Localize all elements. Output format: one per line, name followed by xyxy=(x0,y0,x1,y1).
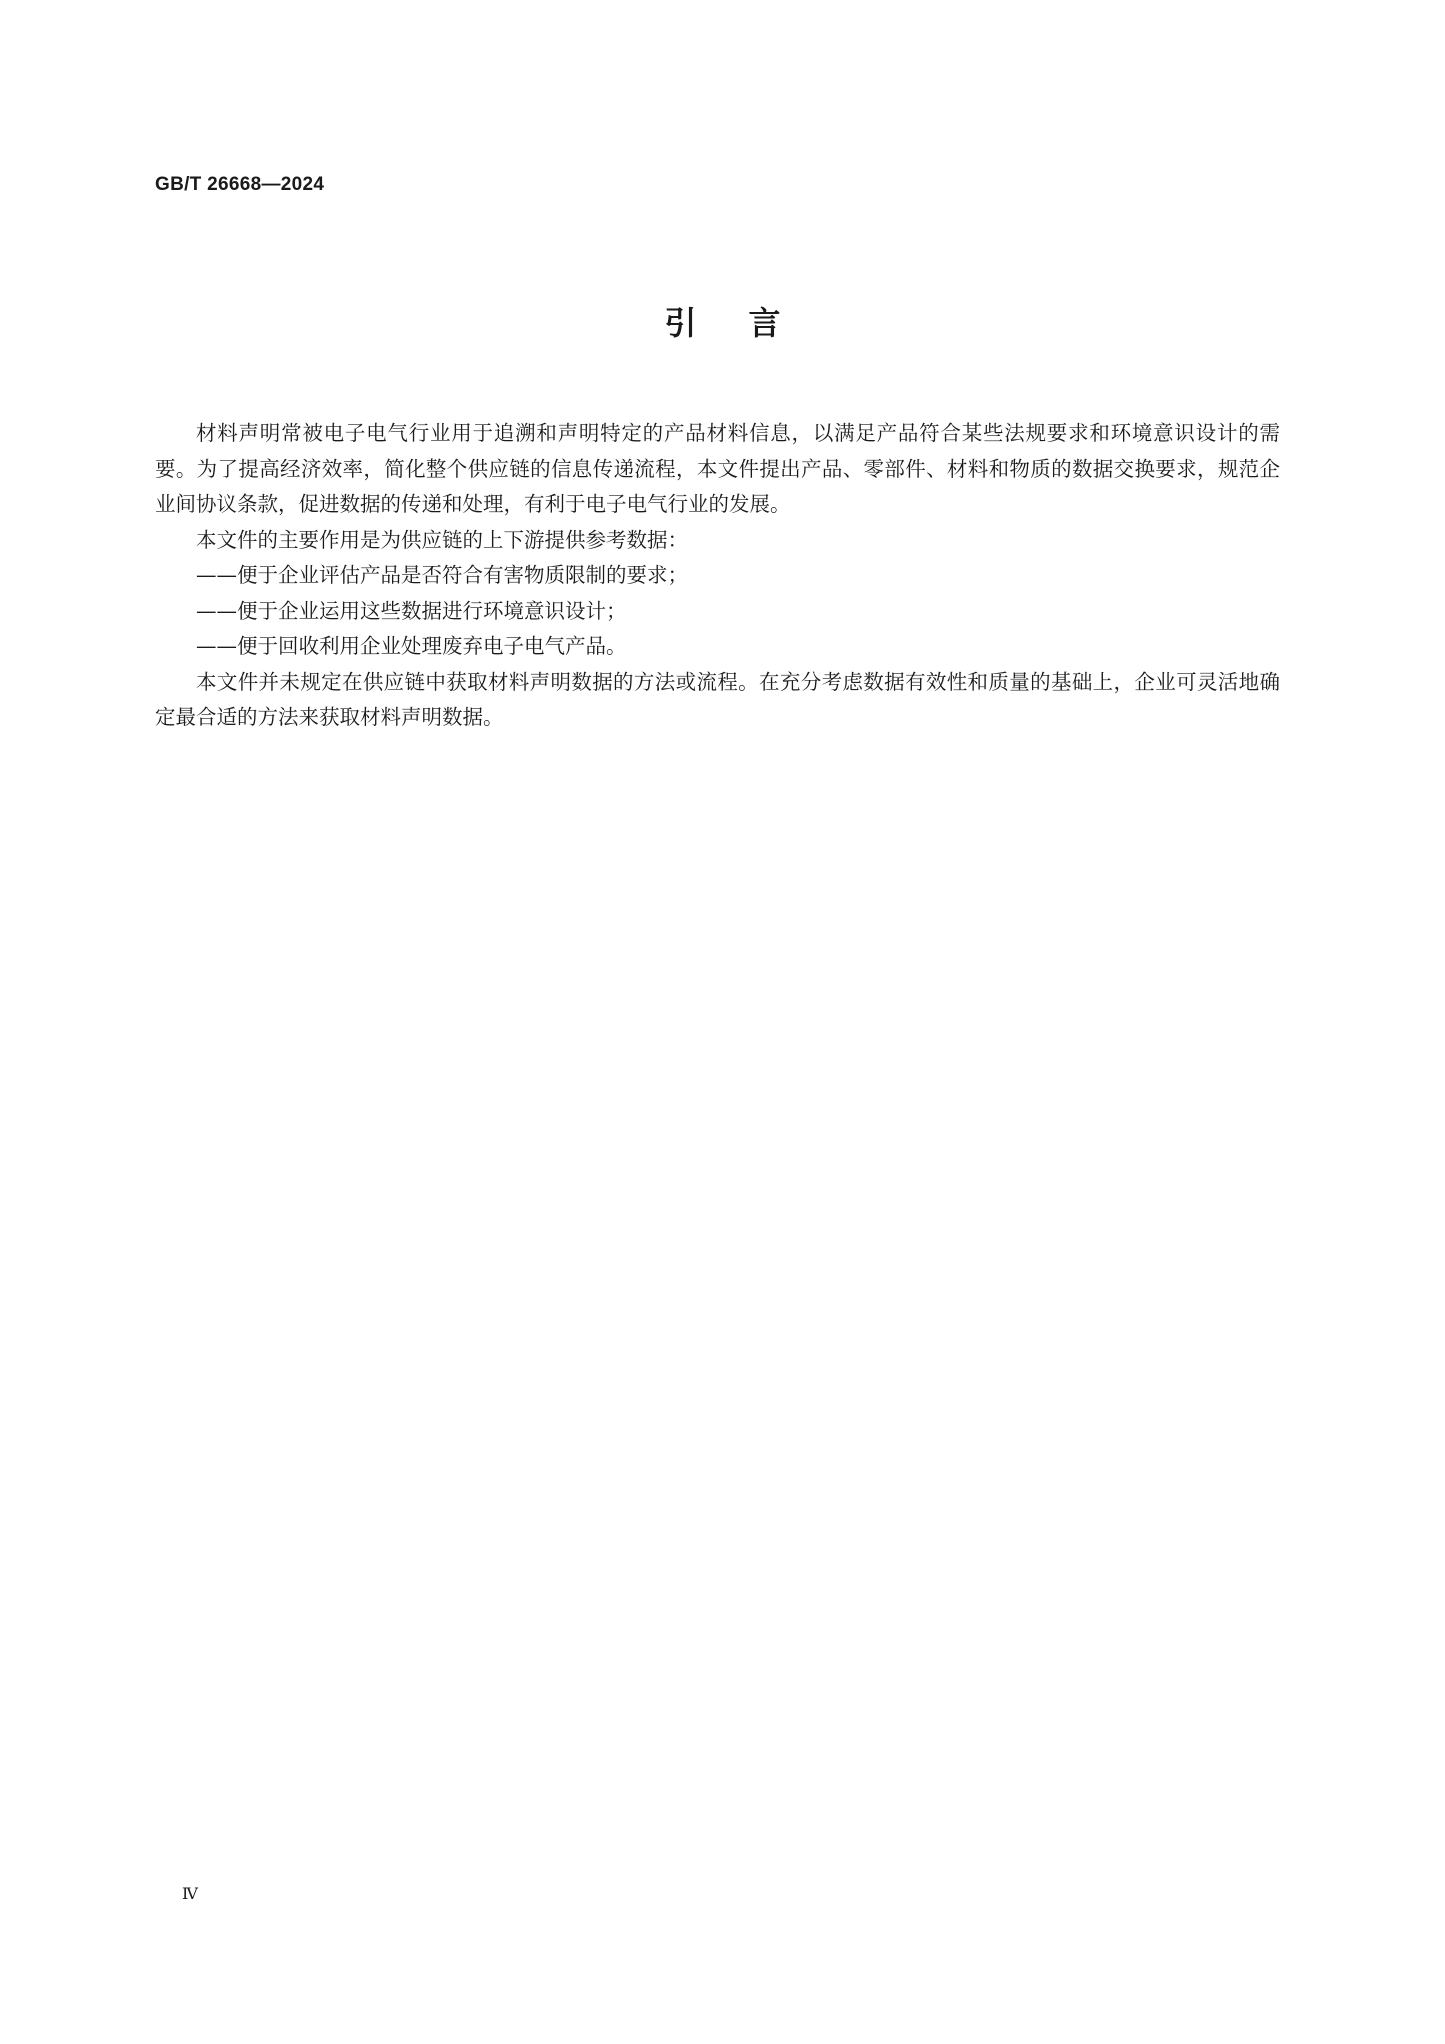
document-code: GB/T 26668—2024 xyxy=(155,174,325,195)
section-title: 引言 xyxy=(664,304,833,342)
paragraph-2: 本文件的主要作用是为供应链的上下游提供参考数据： xyxy=(196,527,688,552)
introduction-body xyxy=(155,416,1280,736)
bullet-item-1: ——便于企业评估产品是否符合有害物质限制的要求； xyxy=(196,563,688,587)
paragraph-1: 材料声明常被电子电气行业用于追溯和声明特定的产品材料信息，以满足产品符合某些法规要求和环境意识设计的需要。为了提高经济效率，简化整个供应链的信息传递流程，本文件提出产品、零部件、材料和物质的数据交换要求，规范企业间协议条款，促进数据的传递和处理，有利于电子电气行业的发展。 xyxy=(155,421,1280,516)
paragraph-3: 本文件并未规定在供应链中获取材料声明数据的方法或流程。在充分考虑数据有效性和质量的基础上，企业可灵活地确定最合适的方法来获取材料声明数据。 xyxy=(155,669,1280,729)
bullet-item-3: ——便于回收利用企业处理废弃电子电气产品。 xyxy=(196,634,627,658)
bullet-item-2: ——便于企业运用这些数据进行环境意识设计； xyxy=(196,598,627,623)
page-number: Ⅳ xyxy=(182,1884,198,1903)
